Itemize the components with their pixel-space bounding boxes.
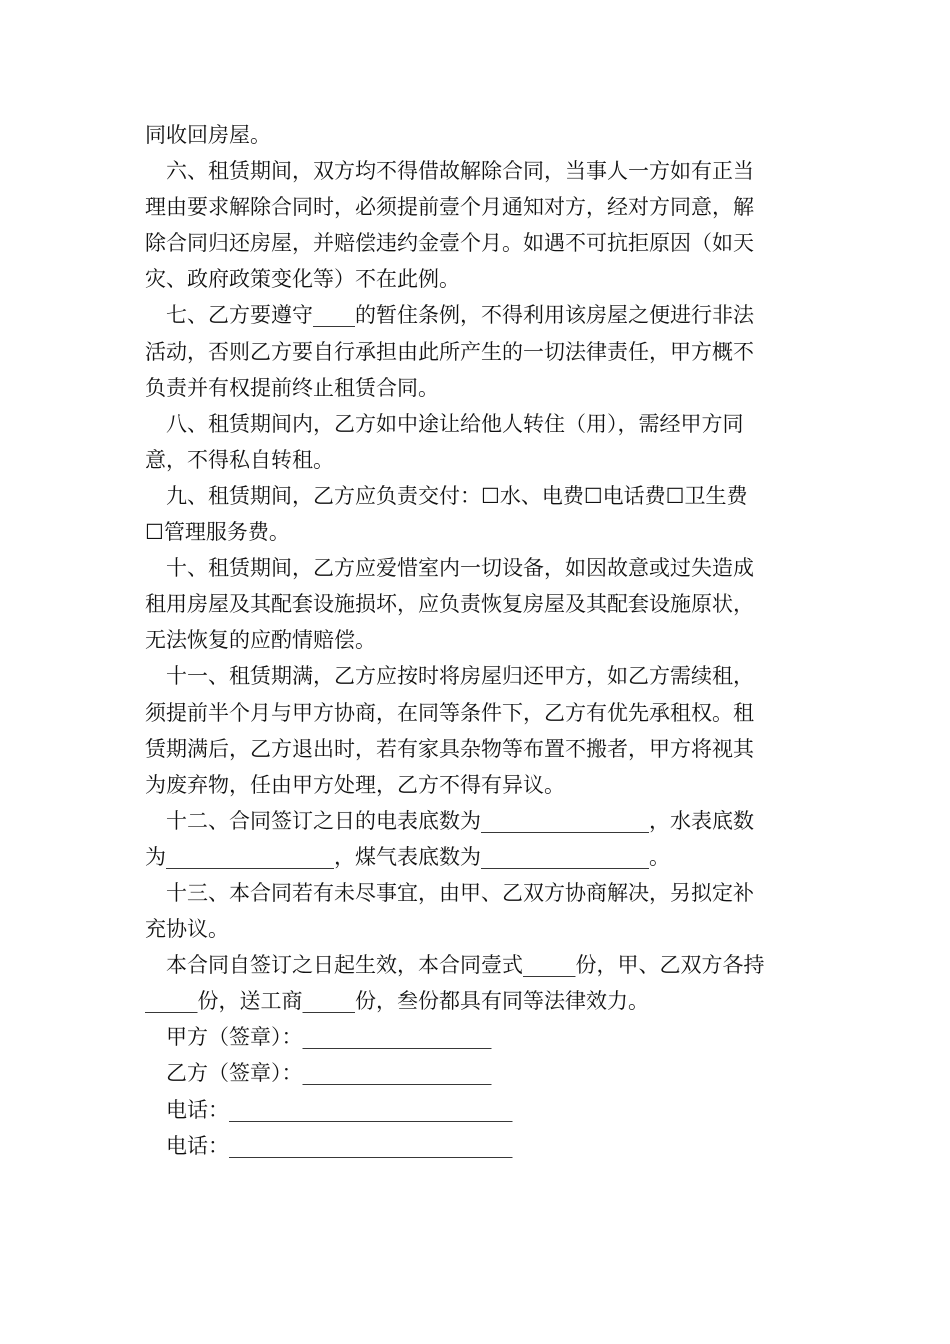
phone-line-1: 电话：___________________________ (166, 1097, 513, 1122)
clause-8: 八、租赁期间内，乙方如中途让给他人转住（用），需经甲方同 (166, 411, 744, 436)
text-line: 活动，否则乙方要自行承担由此所产生的一切法律责任，甲方概不 (145, 339, 754, 364)
document-page (145, 117, 807, 1164)
clause-13: 十三、本合同若有未尽事宜，由甲、乙双方协商解决，另拟定补 (166, 880, 754, 905)
text-line: 赁期满后，乙方退出时，若有家具杂物等布置不搬者，甲方将视其 (145, 736, 754, 761)
phone-line-2: 电话：___________________________ (166, 1133, 513, 1158)
clause-7: 七、乙方要遵守____的暂住条例，不得利用该房屋之便进行非法 (166, 303, 754, 328)
text-line: 须提前半个月与甲方协商，在同等条件下，乙方有优先承租权。租 (145, 700, 754, 725)
clause-12: 十二、合同签订之日的电表底数为________________，水表底数 (166, 808, 754, 833)
party-b-signature-line: 乙方（签章）：__________________ (166, 1061, 492, 1086)
clause-11: 十一、租赁期满，乙方应按时将房屋归还甲方，如乙方需续租， (166, 664, 754, 689)
text-line: 除合同归还房屋，并赔偿违约金壹个月。如遇不可抗拒原因（如天 (145, 231, 754, 256)
text-line: 同收回房屋。 (145, 123, 271, 147)
clause-9: 九、租赁期间，乙方应负责交付：☐水、电费☐电话费☐卫生费 (166, 483, 748, 508)
text-line: 理由要求解除合同时，必须提前壹个月通知对方，经对方同意，解 (145, 195, 754, 220)
text-line: _____份，送工商_____份，叁份都具有同等法律效力。 (145, 989, 649, 1014)
text-line: ☐管理服务费。 (145, 520, 290, 545)
text-line: 负责并有权提前终止租赁合同。 (145, 375, 439, 400)
party-a-signature-line: 甲方（签章）：__________________ (166, 1025, 492, 1050)
text-line: 租用房屋及其配套设施损坏，应负责恢复房屋及其配套设施原状， (145, 592, 754, 617)
effective-clause: 本合同自签订之日起生效，本合同壹式_____份，甲、乙双方各持 (166, 953, 765, 978)
text-line: 意，不得私自转租。 (145, 447, 334, 472)
text-line: 无法恢复的应酌情赔偿。 (145, 628, 376, 653)
text-line: 充协议。 (145, 917, 229, 942)
clause-10: 十、租赁期间，乙方应爱惜室内一切设备，如因故意或过失造成 (166, 556, 754, 581)
text-line: 为废弃物，任由甲方处理，乙方不得有异议。 (145, 772, 565, 797)
text-line: 为________________，煤气表底数为________________。 (145, 844, 670, 869)
clause-6: 六、租赁期间，双方均不得借故解除合同，当事人一方如有正当 (166, 159, 754, 184)
text-line: 灾、政府政策变化等）不在此例。 (145, 267, 460, 292)
